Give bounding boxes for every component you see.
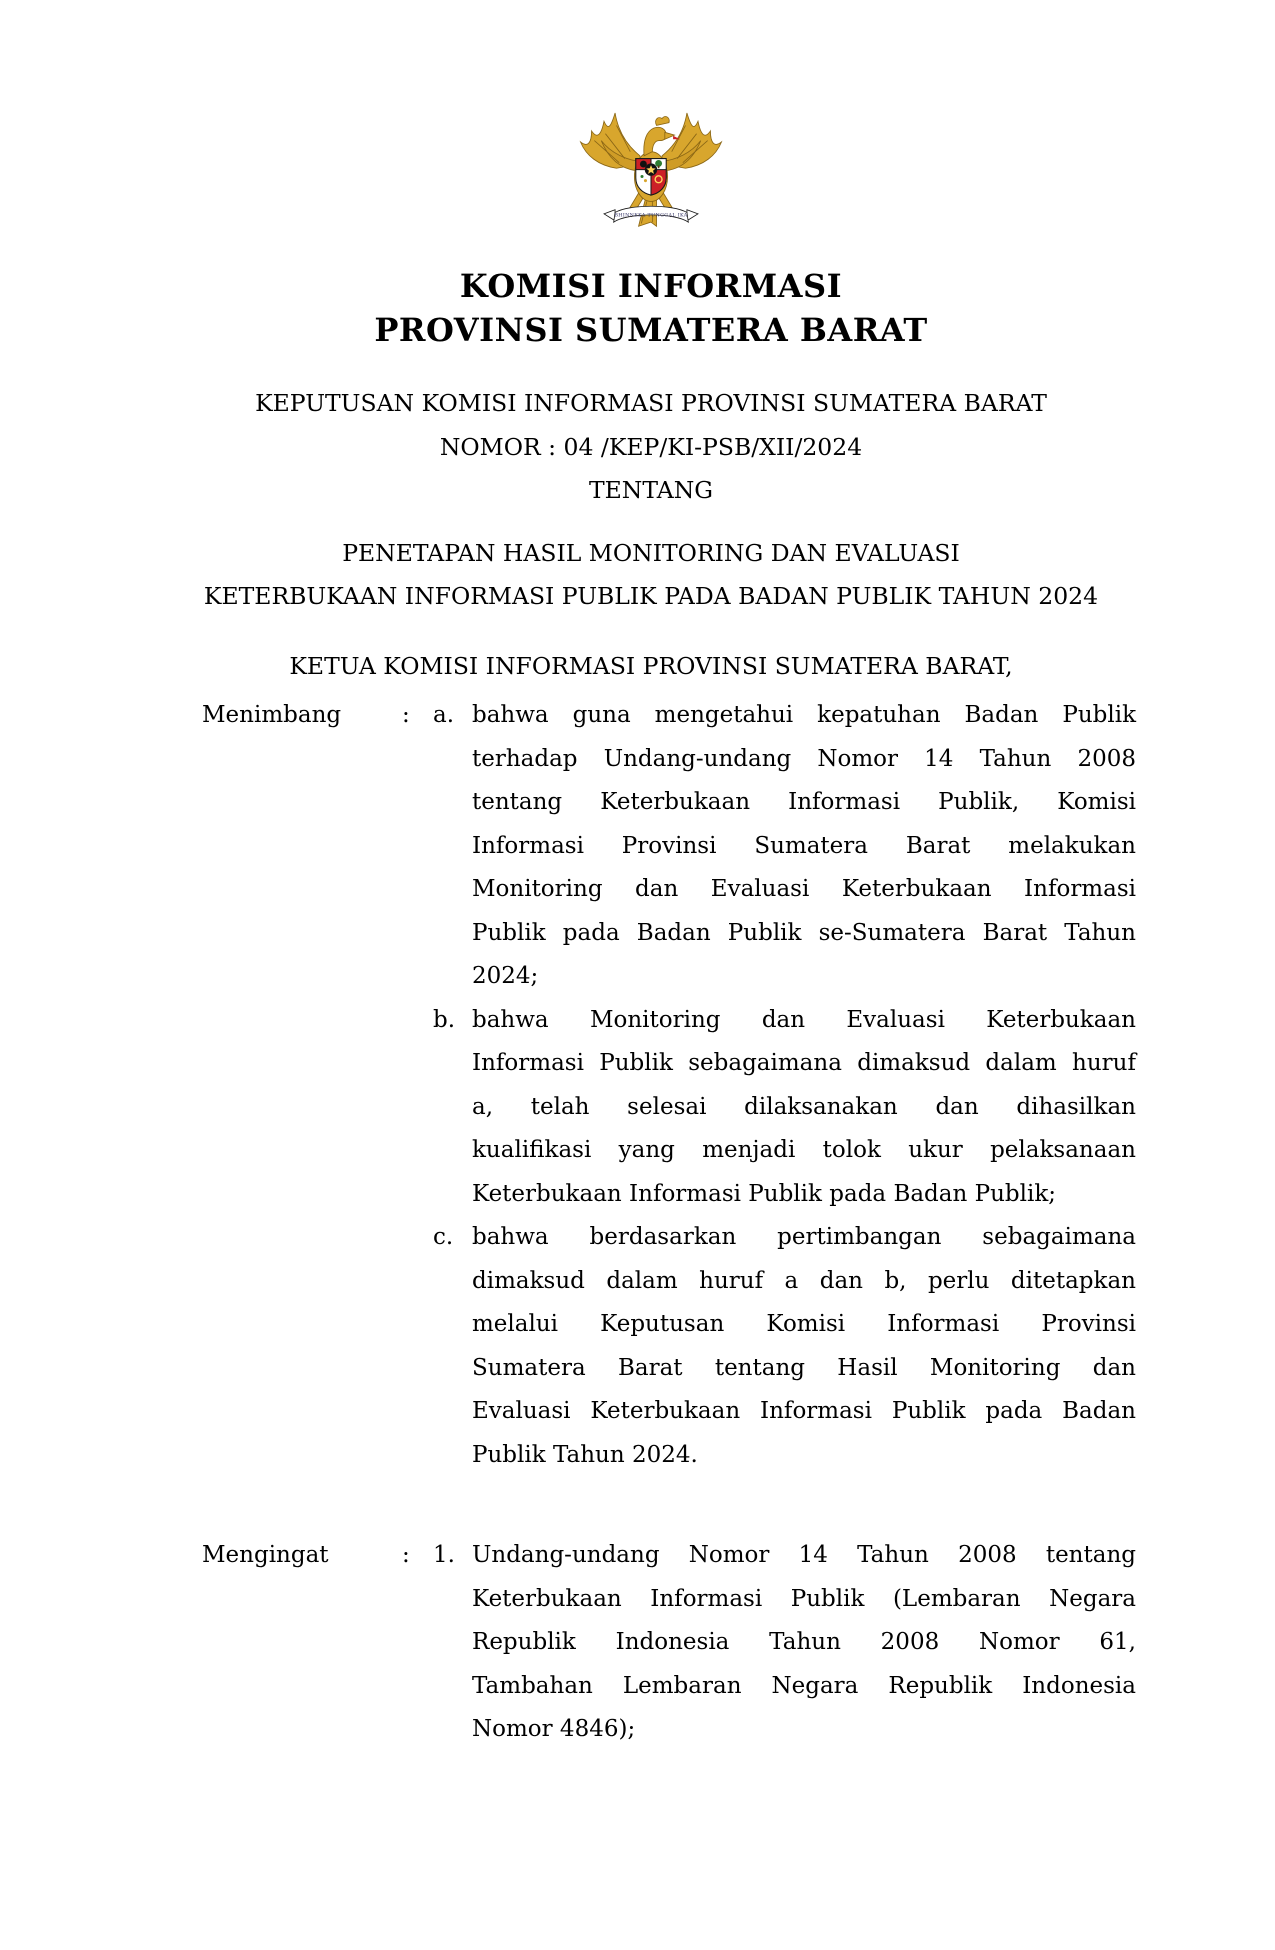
text-line: kualifikasi yang menjadi tolok ukur pelaksanaan <box>472 1137 1136 1163</box>
list-marker: c. <box>433 1224 454 1250</box>
menimbang-items <box>433 694 1136 1477</box>
decree-subject-line-1: PENETAPAN HASIL MONITORING DAN EVALUASI <box>342 538 960 567</box>
list-item-b <box>433 999 1136 1217</box>
text-line: tentang Keterbukaan Informasi Publik, Komisi <box>472 789 1136 815</box>
emblem-motto-text: BHINNEKA TUNGGAL IKA <box>614 213 688 219</box>
decree-heading <box>202 382 1100 513</box>
text-line: Monitoring dan Evaluasi Keterbukaan Informasi <box>472 876 1136 902</box>
text-line: bahwa Monitoring dan Evaluasi Keterbukaan <box>472 1006 1136 1033</box>
text-line: Evaluasi Keterbukaan Informasi Publik pada Badan <box>472 1398 1136 1424</box>
list-marker: a. <box>433 702 455 728</box>
list-item-a <box>433 694 1136 999</box>
decree-opening: KETUA KOMISI INFORMASI PROVINSI SUMATERA BARAT, <box>289 651 1013 680</box>
emblem-container <box>202 96 1100 250</box>
text-line: a, telah selesai dilaksanakan dan dihasilkan <box>472 1093 1136 1120</box>
text-line: melalui Keputusan Komisi Informasi Provinsi <box>472 1311 1136 1337</box>
text-line: Publik Tahun 2024. <box>472 1441 698 1468</box>
mengingat-items <box>433 1534 1136 1752</box>
garuda-pancasila-emblem <box>575 96 727 246</box>
text-line: 2024; <box>472 963 539 989</box>
list-marker: 1. <box>433 1542 455 1568</box>
section-mengingat <box>202 1534 1136 1752</box>
section-colon: : <box>402 702 410 728</box>
list-item-c <box>433 1216 1136 1477</box>
section-menimbang <box>202 694 1136 1477</box>
list-marker: b. <box>433 1006 456 1033</box>
text-line: Keterbukaan Informasi Publik (Lembaran Negara <box>472 1585 1136 1612</box>
text-line: Informasi Provinsi Sumatera Barat melakukan <box>472 832 1136 859</box>
text-line: bahwa guna mengetahui kepatuhan Badan Publik <box>472 702 1136 728</box>
text-line: Sumatera Barat tentang Hasil Monitoring dan <box>472 1354 1136 1381</box>
text-line: Informasi Publik sebagaimana dimaksud dalam huruf <box>472 1050 1136 1076</box>
text-line: Nomor 4846); <box>472 1716 636 1742</box>
decree-subject <box>202 532 1100 619</box>
text-line: Republik Indonesia Tahun 2008 Nomor 61, <box>472 1629 1136 1655</box>
decree-number: NOMOR : 04 /KEP/KI-PSB/XII/2024 <box>439 432 863 461</box>
list-item-text <box>472 999 1136 1217</box>
text-line: bahwa berdasarkan pertimbangan sebagaimana <box>472 1224 1136 1250</box>
decree-title: KEPUTUSAN KOMISI INFORMASI PROVINSI SUMATERA BARAT <box>255 389 1047 417</box>
section-label-mengingat: Mengingat <box>202 1542 329 1568</box>
decree-tentang: TENTANG <box>588 476 714 504</box>
section-colon: : <box>402 1542 410 1568</box>
list-item-text <box>472 1216 1136 1477</box>
section-label-menimbang: Menimbang <box>202 702 342 728</box>
text-line: Publik pada Badan Publik se-Sumatera Barat Tahun <box>472 919 1136 946</box>
text-line: terhadap Undang-undang Nomor 14 Tahun 2008 <box>472 745 1136 772</box>
letterhead-line-2: PROVINSI SUMATERA BARAT <box>374 311 928 349</box>
list-item-text <box>472 1534 1136 1752</box>
text-line: dimaksud dalam huruf a dan b, perlu ditetapkan <box>472 1267 1136 1294</box>
text-line: Undang-undang Nomor 14 Tahun 2008 tentang <box>472 1542 1136 1568</box>
list-item-text <box>472 694 1136 999</box>
letterhead-line-1: KOMISI INFORMASI <box>459 267 843 305</box>
text-line: Tambahan Lembaran Negara Republik Indonesia <box>472 1672 1136 1699</box>
text-line: Keterbukaan Informasi Publik pada Badan Publik; <box>472 1180 1057 1207</box>
decree-subject-line-2: KETERBUKAAN INFORMASI PUBLIK PADA BADAN PUBLIK TAHUN 2024 <box>203 582 1099 610</box>
letterhead <box>202 264 1100 352</box>
list-item-1 <box>433 1534 1136 1752</box>
